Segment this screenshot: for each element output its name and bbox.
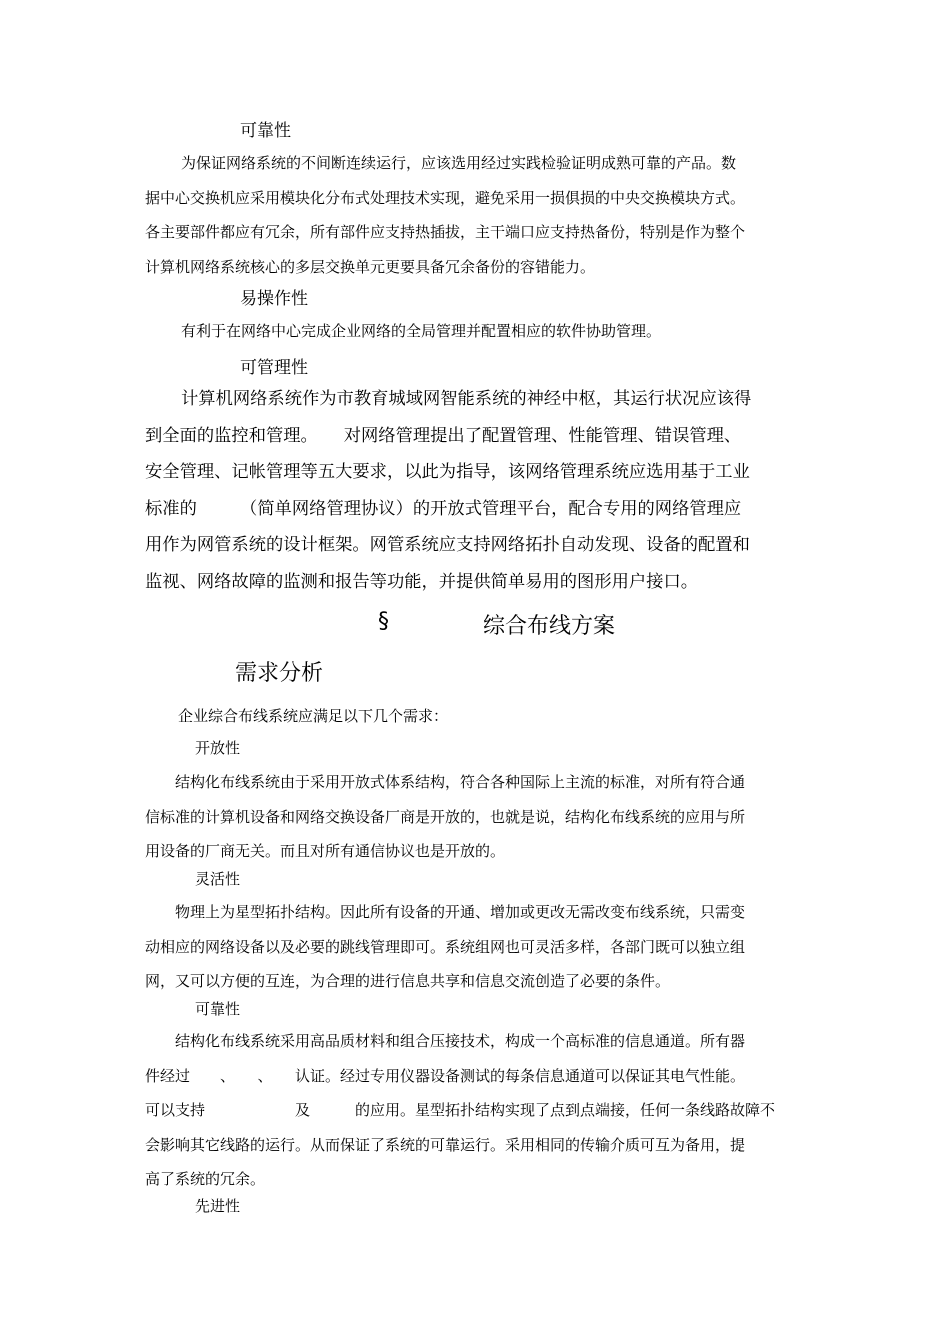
subheading-openness: 开放性 xyxy=(195,739,241,757)
text-line: 物理上为星型拓扑结构。因此所有设备的开通、增加或更改无需改变布线系统，只需变 xyxy=(175,903,746,921)
text-line: 监视、网络故障的监测和报告等功能，并提供简单易用的图形用户接口。 xyxy=(145,571,699,592)
text-line: 为保证网络系统的不间断连续运行，应该选用经过实践检验证明成熟可靠的产品。数 xyxy=(181,154,737,172)
text-line: 件经过 、 、 认证。经过专用仪器设备测试的每条信息通道可以保证其电气性能。 xyxy=(145,1066,746,1085)
subheading-cabling-reliability: 可靠性 xyxy=(195,1000,241,1018)
paragraph-cabling-reliability xyxy=(145,1024,807,1197)
paragraph-usability xyxy=(145,314,807,349)
text-line: 到全面的监控和管理。 对网络管理提出了配置管理、性能管理、错误管理、 xyxy=(145,425,742,446)
text-line: 结构化布线系统采用高品质材料和组合压接技术，构成一个高标准的信息通道。所有器 xyxy=(175,1032,746,1050)
text-line: 用作为网管系统的设计框架。网管系统应支持网络拓扑自动发现、设备的配置和 xyxy=(145,535,750,555)
text-line: 企业综合布线系统应满足以下几个需求： xyxy=(178,707,449,725)
text-line: 高了系统的冗余。 xyxy=(145,1170,266,1188)
text-line: 有利于在网络中心完成企业网络的全局管理并配置相应的软件协助管理。 xyxy=(181,322,662,340)
text-line: 动相应的网络设备以及必要的跳线管理即可。系统组网也可灵活多样，各部门既可以独立组 xyxy=(145,937,746,956)
paragraph-openness xyxy=(145,765,807,869)
text-line: 据中心交换机应采用模块化分布式处理技术实现，避免采用一损俱损的中央交换模块方式。 xyxy=(145,188,746,207)
text-line: 计算机网络系统核心的多层交换单元更要具备冗余备份的容错能力。 xyxy=(145,257,596,276)
heading-usability: 易操作性 xyxy=(240,289,308,309)
heading-manageability: 可管理性 xyxy=(240,358,308,378)
text-line: 可以支持 及 的应用。星型拓扑结构实现了点到点端接，任何一条线路故障不 xyxy=(145,1101,776,1119)
text-line: 结构化布线系统由于采用开放式体系结构，符合各种国际上主流的标准，对所有符合通 xyxy=(175,773,746,791)
paragraph-manageability xyxy=(145,381,807,600)
paragraph-flexibility xyxy=(145,895,807,999)
text-line: 各主要部件都应有冗余，所有部件应支持热插拔，主干端口应支持热备份，特别是作为整个 xyxy=(145,223,746,241)
text-line: 安全管理、记帐管理等五大要求，以此为指导，该网络管理系统应选用基于工业 xyxy=(145,462,750,482)
text-line: 信标准的计算机设备和网络交换设备厂商是开放的，也就是说，结构化布线系统的应用与所 xyxy=(145,807,746,826)
needs-intro xyxy=(178,699,778,734)
text-line: 网，又可以方便的互连，为合理的进行信息共享和信息交流创造了必要的条件。 xyxy=(145,972,671,990)
text-line: 标准的 （简单网络管理协议）的开放式管理平台，配合专用的网络管理应 xyxy=(145,498,742,519)
subheading-flexibility: 灵活性 xyxy=(195,870,241,888)
section-symbol: § xyxy=(378,609,389,634)
text-line: 会影响其它线路的运行。从而保证了系统的可靠运行。采用相同的传输介质可互为备用，提 xyxy=(145,1135,746,1154)
paragraph-reliability xyxy=(145,146,807,284)
heading-needs-analysis: 需求分析 xyxy=(235,661,324,686)
text-line: 计算机网络系统作为市教育城域网智能系统的神经中枢，其运行状况应该得 xyxy=(181,389,752,409)
section-title: 综合布线方案 xyxy=(483,614,616,639)
heading-reliability: 可靠性 xyxy=(240,121,291,141)
text-line: 用设备的厂商无关。而且对所有通信协议也是开放的。 xyxy=(145,842,506,860)
subheading-advanced: 先进性 xyxy=(195,1197,241,1215)
